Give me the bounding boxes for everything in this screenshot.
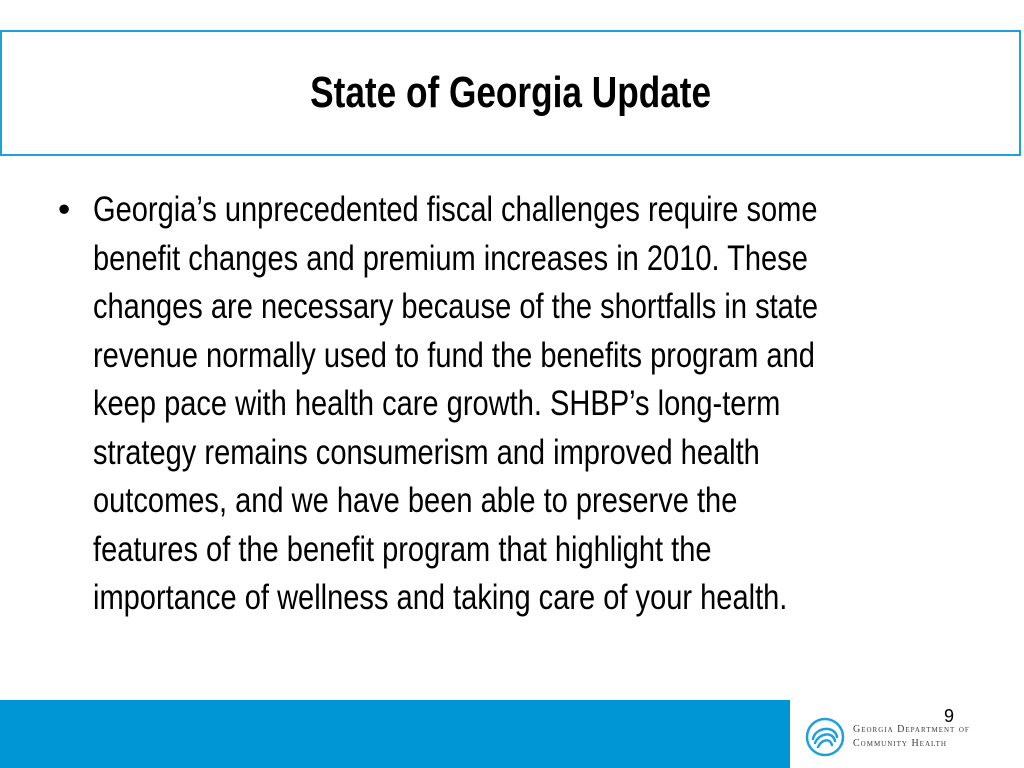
logo-line-1: Georgia Department of: [853, 724, 970, 735]
slide-title: State of Georgia Update: [310, 68, 711, 117]
bullet-list: [58, 186, 998, 623]
bullet-text: Georgia’s unprecedented fiscal challenges require some benefit changes and premium increases in 2010. These changes are necessary because of the shortfalls in state revenue normally used to fund the benefits program and keep pace with health care growth. SHBP’s long-term strategy remains consumerism and improved health outcomes, and we have been able to preserve the features of the benefit program that highlight the importance of wellness and taking care of your health.: [93, 190, 819, 617]
logo-text: [853, 723, 970, 751]
page-number: 9: [944, 706, 955, 726]
bullet-icon: •: [58, 190, 71, 229]
dch-swirl-logo-icon: [805, 717, 845, 757]
organization-logo: [805, 712, 1015, 762]
bullet-item: [58, 186, 998, 623]
footer-band: [0, 700, 828, 768]
title-box: [0, 30, 1021, 156]
logo-line-2: Community Health: [853, 738, 947, 749]
